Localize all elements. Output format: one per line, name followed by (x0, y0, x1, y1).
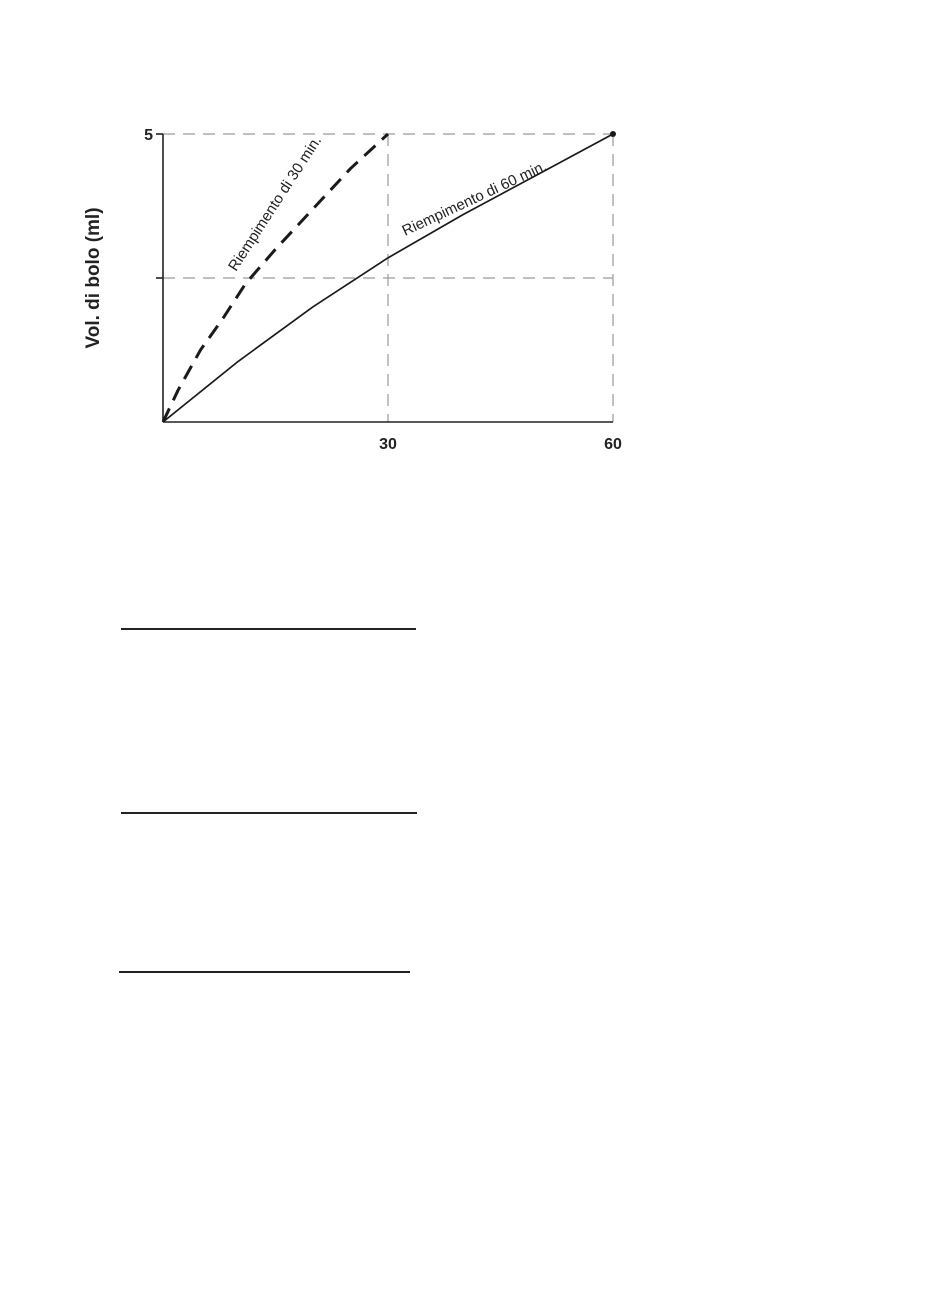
y-tick-label-1: 5 (144, 127, 153, 144)
series-label-1: Riempimento di 60 min. (399, 157, 550, 240)
chart-labels (83, 127, 622, 453)
answer-line-2 (121, 812, 417, 814)
y-axis-label: Vol. di bolo (ml) (83, 207, 104, 349)
series-label-0: Riempimento di 30 min. (225, 132, 326, 275)
series-lines (163, 131, 616, 422)
x-tick-label-1: 60 (604, 436, 622, 453)
answer-line-1 (121, 628, 416, 630)
bolus-volume-chart (0, 0, 950, 520)
grid-lines (163, 134, 613, 422)
x-tick-label-0: 30 (379, 436, 397, 453)
answer-line-3 (119, 971, 410, 973)
end-point-marker (610, 131, 616, 137)
